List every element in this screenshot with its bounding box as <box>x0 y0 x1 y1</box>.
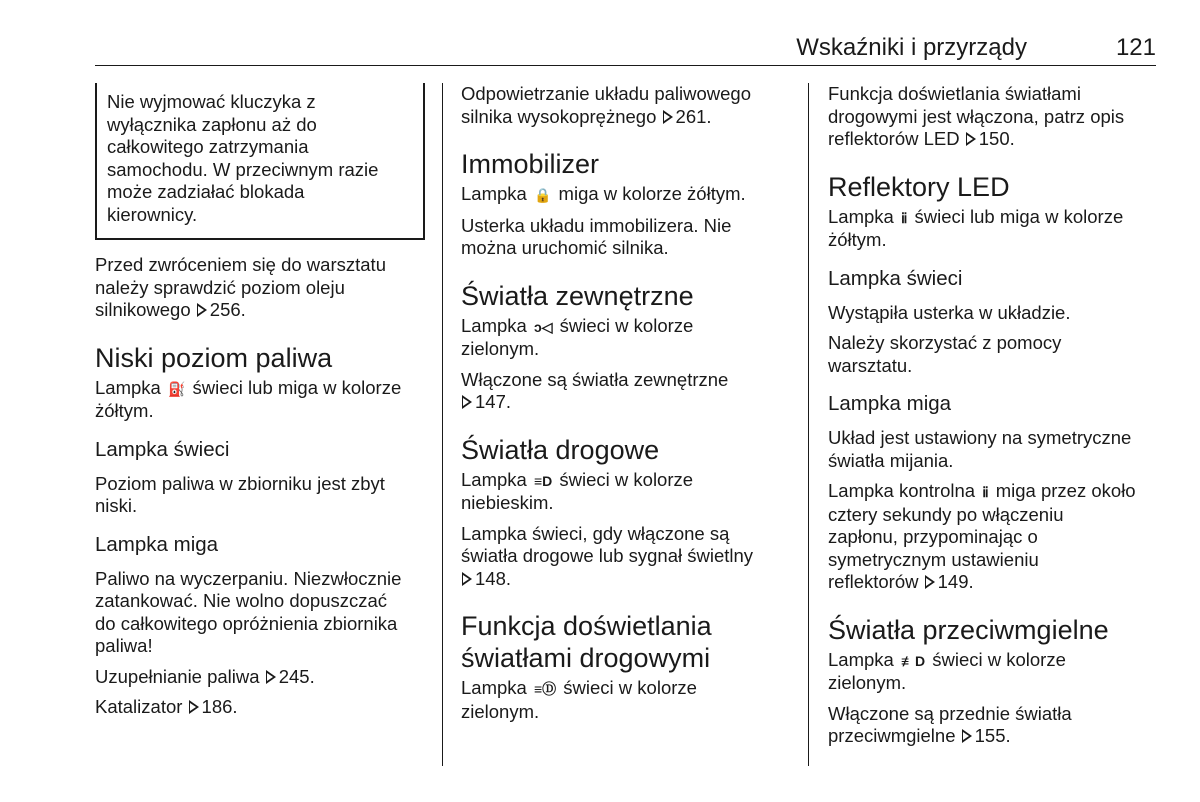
led-blink-page-ref: 149. <box>937 571 974 592</box>
led-headlight-icon: ⅱ <box>900 209 908 226</box>
led-text-a: Lampka <box>828 205 899 227</box>
immobilizer-text-a: Lampka <box>461 183 532 204</box>
led-blink-paragraph <box>828 480 1168 594</box>
page-reference-icon <box>462 395 472 409</box>
immobilizer-paragraph <box>461 183 796 207</box>
refuel-text: Uzupełnianie paliwa <box>95 665 265 687</box>
led-symmetric-paragraph: Układ jest ustawiony na symetryczne światła mijania. <box>828 427 1132 471</box>
subheading-lamp-on: Lampka świeci <box>95 437 230 461</box>
fog-text-b: świeci w kolorze zielonym. <box>828 648 1066 693</box>
led-headlight-icon: ⅱ <box>982 484 989 500</box>
section-heading-fog-lights: Światła przeciwmgielne <box>828 614 1109 645</box>
fog-paragraph <box>828 649 1168 695</box>
oil-check-paragraph <box>95 254 425 322</box>
key-lock-icon: 🔒 <box>533 187 552 203</box>
immobilizer-text-b: miga w kolorze żółtym. <box>553 183 746 204</box>
page-reference-icon <box>966 132 976 146</box>
led-paragraph <box>828 206 1168 252</box>
led-blink-text-b: miga przez około cztery sekundy po włączeniu zapłonu, przypominając o symetrycznym ustawieniu reflektorów <box>828 480 1136 592</box>
catalyst-paragraph <box>95 696 425 719</box>
column-1 <box>95 83 425 727</box>
fuel-pump-icon: ⛽ <box>167 380 186 397</box>
refuel-paragraph <box>95 666 425 689</box>
lamp-on-paragraph: Poziom paliwa w zbiorniku jest zbyt niski. <box>95 472 385 516</box>
column-3 <box>828 83 1168 756</box>
led-fault-paragraph: Wystąpiła usterka w układzie. <box>828 301 1071 323</box>
fog-on-text: Włączone są przednie światła przeciwmgielne <box>828 702 1072 746</box>
high-beam-text-b: świeci w kolorze niebieskim. <box>461 468 694 513</box>
column-divider-1 <box>442 83 443 766</box>
exterior-lights-on-paragraph <box>461 369 796 414</box>
auto-high-beam-info-paragraph <box>828 83 1168 151</box>
oil-check-page-ref: 256. <box>209 299 246 320</box>
section-heading-led-headlights: Reflektory LED <box>828 171 1010 202</box>
page-reference-icon <box>197 303 207 317</box>
subheading-lamp-blink: Lampka miga <box>95 532 219 556</box>
section-heading-high-beam: Światła drogowe <box>461 434 660 465</box>
exterior-lights-page-ref: 147. <box>475 391 512 412</box>
led-workshop-paragraph: Należy skorzystać z pomocy warsztatu. <box>828 332 1062 376</box>
exterior-lights-paragraph <box>461 315 796 361</box>
page-header-title: Wskaźniki i przyrządy <box>796 34 1027 61</box>
fog-on-paragraph <box>828 703 1168 748</box>
high-beam-paragraph <box>461 469 796 515</box>
fuel-bleed-page-ref: 261. <box>675 105 712 127</box>
exterior-lights-on-text: Włączone są światła zewnętrzne <box>461 368 729 390</box>
column-divider-2 <box>808 83 809 766</box>
led-text-b: świeci lub miga w kolorze żółtym. <box>828 205 1124 250</box>
subheading-lamp-blink: Lampka miga <box>828 392 952 415</box>
led-blink-text-a: Lampka kontrolna <box>828 480 981 501</box>
high-beam-page-ref: 148. <box>475 567 512 589</box>
auto-high-beam-paragraph <box>461 677 796 723</box>
refuel-page-ref: 245. <box>278 665 315 687</box>
auto-high-beam-page-ref: 150. <box>978 128 1015 149</box>
page-reference-icon <box>925 575 935 589</box>
immobilizer-fault-paragraph: Usterka układu immobilizera. Nie można uruchomić silnika. <box>461 214 732 258</box>
auto-high-beam-icon: ≡Ⓓ <box>533 681 557 697</box>
oil-check-text: Przed zwróceniem się do warsztatu należy sprawdzić poziom oleju silnikowego <box>95 254 386 320</box>
fog-page-ref: 155. <box>974 725 1011 746</box>
auto-high-beam-info-text: Funkcja doświetlania światłami drogowymi jest włączona, patrz opis reflektorów LED <box>828 83 1125 149</box>
subheading-lamp-on: Lampka świeci <box>828 266 963 290</box>
notice-box: Nie wyjmować kluczyka z wyłącznika zapłonu aż do całkowitego zatrzymania samochodu. W przeciwnym razie może zadziałać blokada kierownicy. <box>95 83 425 240</box>
front-fog-light-icon: ≢D <box>900 652 926 669</box>
high-beam-on-text: Lampka świeci, gdy włączone są światła drogowe lub sygnał świetlny <box>461 522 754 566</box>
column-2 <box>461 83 796 731</box>
section-heading-exterior-lights: Światła zewnętrzne <box>461 280 694 311</box>
auto-high-beam-text-b: świeci w kolorze zielonym. <box>461 677 697 722</box>
section-heading-auto-high-beam: Funkcja doświetlania światłami drogowymi <box>461 611 712 673</box>
low-fuel-text-a: Lampka <box>95 376 166 398</box>
header-rule <box>95 65 1156 66</box>
exterior-lights-icon: ᴐ◁ <box>533 318 553 335</box>
page-reference-icon <box>189 700 199 714</box>
section-heading-immobilizer: Immobilizer <box>461 149 600 179</box>
high-beam-on-paragraph <box>461 523 796 591</box>
high-beam-icon: ≡D <box>533 472 553 489</box>
fuel-bleed-paragraph <box>461 83 796 128</box>
exterior-lights-text-b: świeci w kolorze zielonym. <box>461 314 694 359</box>
catalyst-text: Katalizator <box>95 696 188 717</box>
page-reference-icon <box>663 110 673 124</box>
fog-text-a: Lampka <box>828 648 899 670</box>
high-beam-text-a: Lampka <box>461 468 532 490</box>
lamp-blink-paragraph: Paliwo na wyczerpaniu. Niezwłocznie zatankować. Nie wolno dopuszczać do całkowitego opróżnienia zbiornika paliwa! <box>95 567 402 656</box>
page-reference-icon <box>266 670 276 684</box>
section-heading-low-fuel: Niski poziom paliwa <box>95 342 333 373</box>
page-number: 121 <box>1115 34 1156 61</box>
auto-high-beam-text-a: Lampka <box>461 677 532 698</box>
fuel-bleed-text: Odpowietrzanie układu paliwowego silnika wysokoprężnego <box>461 83 752 127</box>
catalyst-page-ref: 186. <box>201 696 238 717</box>
low-fuel-text-b: świeci lub miga w kolorze żółtym. <box>95 376 402 421</box>
low-fuel-paragraph <box>95 377 425 423</box>
page-reference-icon <box>462 572 472 586</box>
page-reference-icon <box>962 729 972 743</box>
exterior-lights-text-a: Lampka <box>461 314 532 336</box>
